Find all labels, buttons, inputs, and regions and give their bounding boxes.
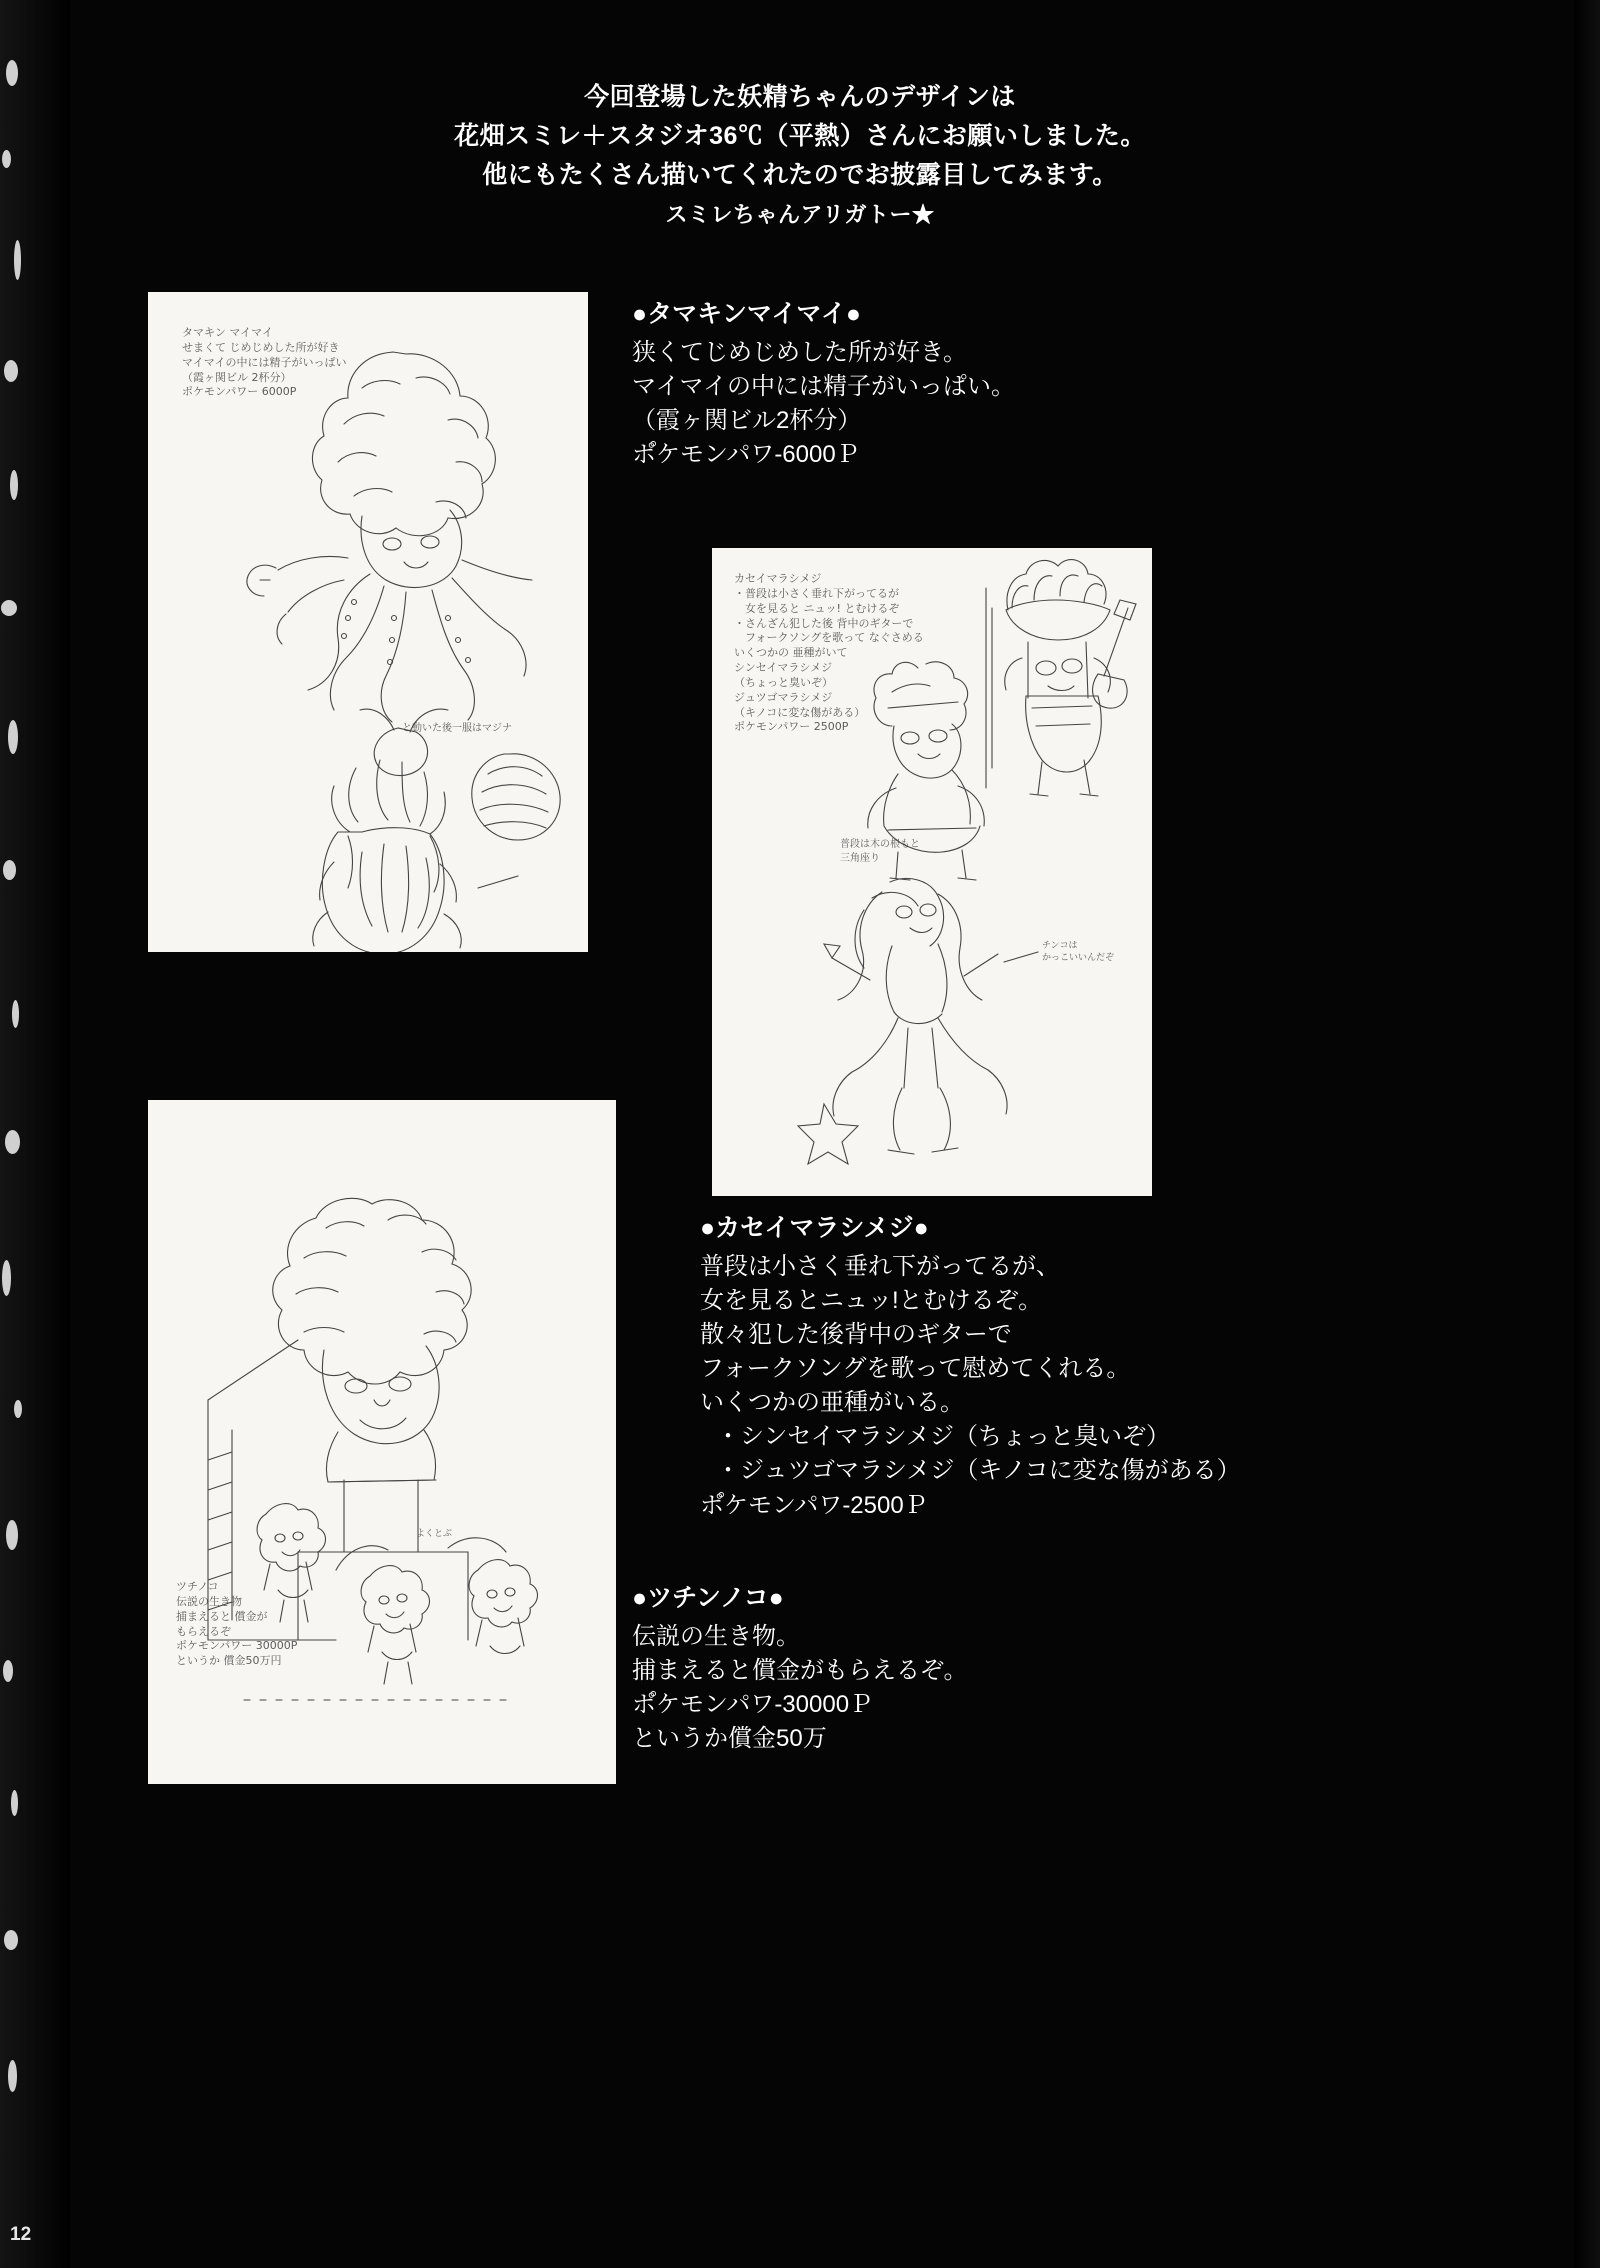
kaseimara-handwritten-note-2: 普段は木の根もと 三角座り [840,839,920,864]
sketch-panel-tamakin [148,292,588,952]
header-line-3: 他にもたくさん描いてくれたのでお披露目してみます。 [482,160,1118,189]
caption-kaseimara-line-5: いくつかの亜種がいる。 [700,1389,964,1417]
caption-tamakin-title: ●タマキンマイマイ● [632,300,861,328]
tamakin-handwritten-note: タマキン マイマイ せまくて じめじめした所が好き マイマイの中には精子がいっぱい （霞ヶ関ビル 2杯分） ポケモンパワー 6000P [182,326,347,399]
caption-tsuchinoko-line-1: 伝説の生き物。 [632,1623,800,1650]
header-signature: スミレちゃんアリガトー★ [665,202,935,228]
page-header [0,78,1600,232]
caption-kaseimara-line-6: ・シンセイマラシメジ（ちょっと臭いぞ） [716,1423,1170,1451]
caption-kaseimara-title: ●カセイマラシメジ● [700,1214,929,1242]
caption-kaseimara-line-8: ポ゚ケモンパワ-2500Ｐ [700,1491,928,1519]
caption-tsuchinoko-line-2: 捕まえると償金がもらえるぞ。 [632,1657,968,1685]
caption-tsuchinoko-line-4: というか償金50万 [632,1725,827,1753]
caption-kaseimara-line-3: 散々犯した後背中のギターで [700,1321,1012,1349]
header-line-1: 今回登場した妖精ちゃんのデザインは [584,83,1016,111]
header-line-2: 花畑スミレ＋スタジオ36℃（平熱）さんにお願いしました。 [454,121,1146,150]
caption-tamakin-line-2: マイマイの中には精子がいっぱい。 [632,373,1016,401]
sketch-panel-tsuchinoko [148,1100,616,1784]
tsuchinoko-handwritten-note: ツチノコ 伝説の生き物 捕まえると 償金が もらえるぞ ポケモンパワー 30000P というか 償金50万円 [176,1580,298,1668]
caption-tsuchinoko-title: ●ツチンノコ● [632,1584,784,1612]
page-number: 12 [10,2224,32,2245]
kaseimara-handwritten-note-3: チンコは かっこいいんだぞ [1042,941,1115,964]
sketch-panel-kaseimara [712,548,1152,1196]
caption-kaseimara-line-7: ・ジュツゴマラシメジ（キノコに変な傷がある） [716,1457,1241,1485]
caption-tamakin-line-3: （霞ヶ関ビル2杯分） [632,407,862,435]
caption-tamakin [632,294,1192,472]
tamakin-handwritten-note-2: と動いた後一服はマジナ [402,723,512,734]
caption-tamakin-line-4: ポ゚ケモンパワ-6000Ｐ [632,441,860,469]
scan-edge-left [0,0,70,2268]
caption-tamakin-line-1: 狭くてじめじめした所が好き。 [632,339,968,366]
caption-tsuchinoko-line-3: ポ゚ケモンパワ-30000Ｐ [632,1691,874,1719]
caption-tsuchinoko [632,1578,1192,1756]
tsuchinoko-handwritten-note-2: よくとぶ [416,1529,453,1539]
scan-edge-right [1574,0,1600,2268]
tsuchinoko-drawing [148,1100,616,1784]
kaseimara-handwritten-note: カセイマラシメジ ・普段は小さく垂れ下がってるが 女を見ると ニュッ! とむけるぞ ・さんざん犯した後 背中のギターで フォークソングを歌って なぐさめる いくつかの 亜種がいて シンセイマラシメジ （ちょっと臭いぞ） ジュツゴマラシメジ （キノコに変な傷がある） ポケモンパワー 2500P [734,572,924,734]
caption-kaseimara-line-2: 女を見るとニュッ!とむけるぞ。 [700,1287,1043,1315]
caption-kaseimara-line-1: 普段は小さく垂れ下がってるが、 [700,1253,1060,1280]
caption-kaseimara [700,1208,1380,1523]
caption-kaseimara-line-4: フォークソングを歌って慰めてくれる。 [700,1355,1131,1383]
